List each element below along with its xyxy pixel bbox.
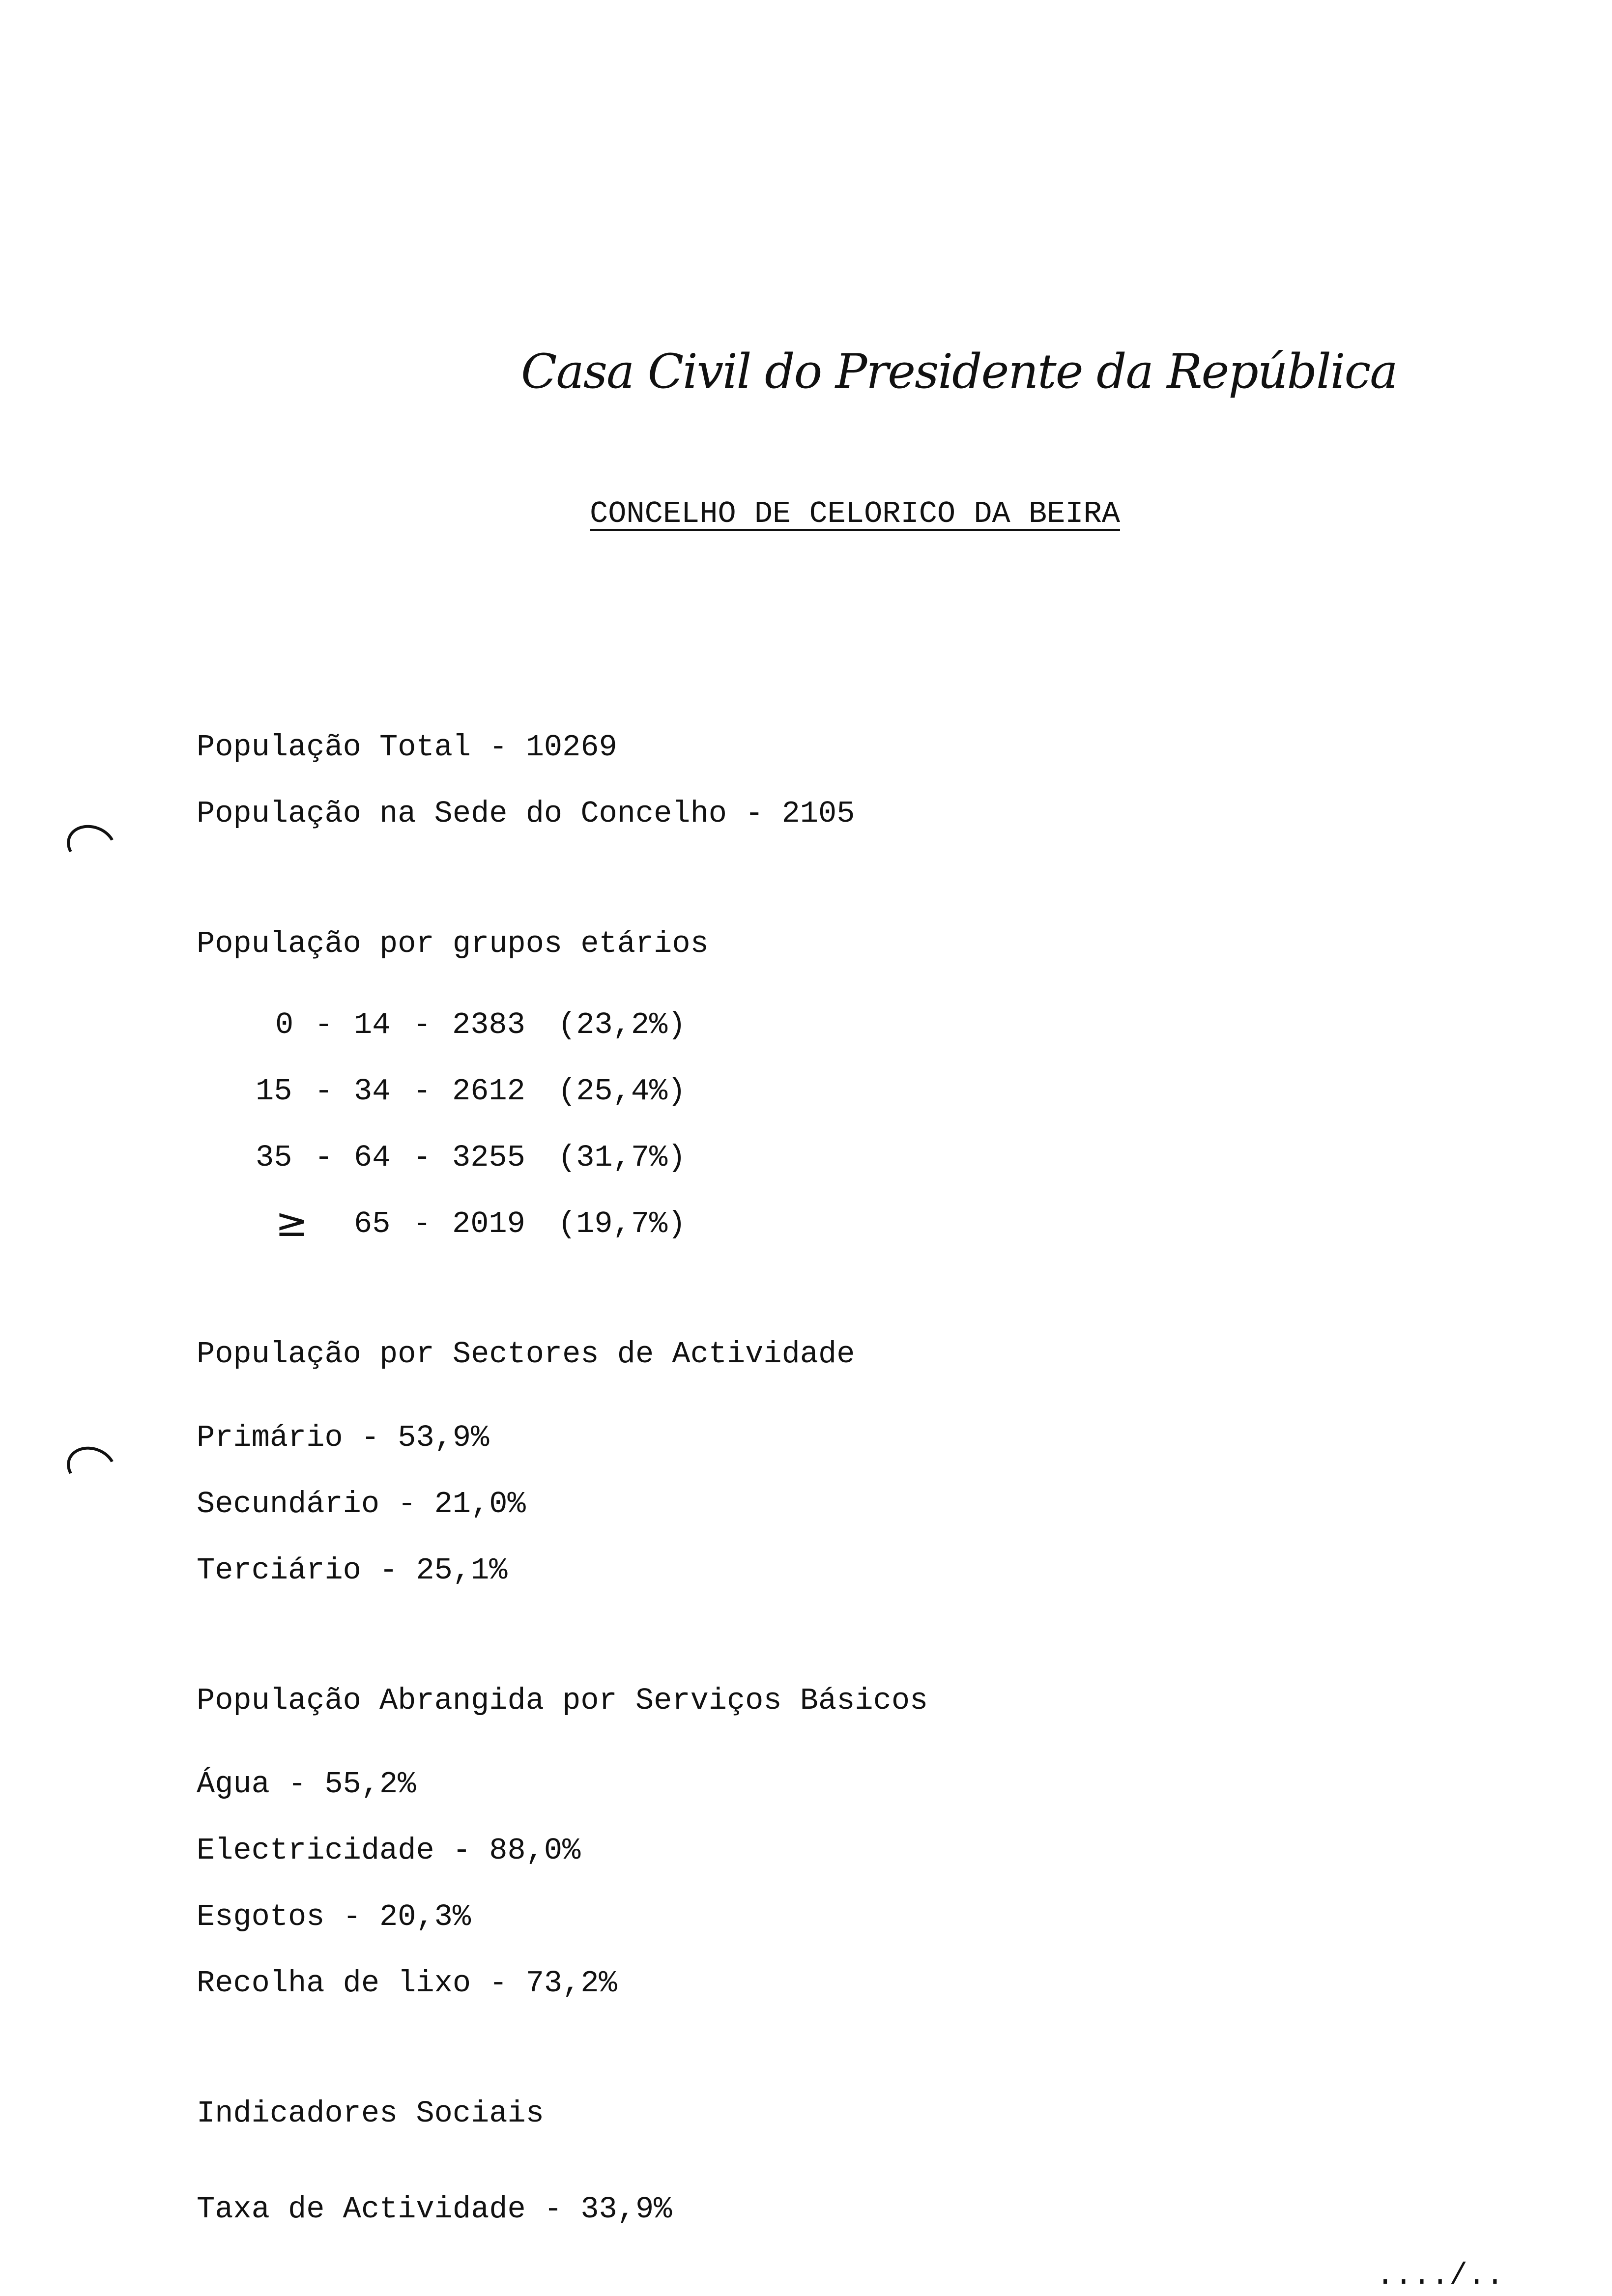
age-count: 3255 (452, 1140, 525, 1175)
age-to: 64 (354, 1140, 391, 1175)
age-from: 35 (256, 1140, 292, 1175)
page-title: CONCELHO DE CELORICO DA BEIRA (590, 496, 1120, 531)
punch-hole-mark (61, 1440, 122, 1495)
services-heading: População Abrangida por Serviços Básicos (197, 1683, 928, 1718)
age-to: 14 (354, 1007, 391, 1042)
age-pct: (31,7%) (558, 1140, 686, 1175)
population-total: População Total - 10269 (197, 730, 617, 765)
age-count: 2612 (452, 1074, 525, 1109)
age-to: 65 (354, 1206, 391, 1241)
age-dash: - (413, 1007, 432, 1042)
age-from: 15 (256, 1074, 292, 1109)
social-item: Taxa de Actividade - 33,9% (197, 2192, 672, 2227)
age-pct: (25,4%) (558, 1074, 686, 1109)
sector-item: Primário - 53,9% (197, 1420, 489, 1455)
continuation-marker: ..../.. (1376, 2258, 1504, 2293)
age-dash: - (413, 1206, 432, 1241)
age-pct: (23,2%) (558, 1007, 686, 1042)
age-pct: (19,7%) (558, 1206, 686, 1241)
age-dash: - (413, 1140, 432, 1175)
age-dash: - (315, 1007, 333, 1042)
age-count: 2019 (452, 1206, 525, 1241)
sector-item: Secundário - 21,0% (197, 1487, 526, 1521)
service-item: Recolha de lixo - 73,2% (197, 1966, 617, 2001)
age-dash: - (315, 1074, 333, 1109)
age-dash: - (413, 1074, 432, 1109)
service-item: Electricidade - 88,0% (197, 1833, 581, 1868)
age-count: 2383 (452, 1007, 525, 1042)
age-groups-heading: População por grupos etários (197, 926, 709, 961)
population-seat: População na Sede do Concelho - 2105 (197, 796, 855, 831)
social-heading: Indicadores Sociais (197, 2096, 544, 2131)
greater-equal-handwritten: ≥ (275, 1200, 309, 1245)
letterhead-script: Casa Civil do Presidente da República (521, 344, 1397, 399)
sector-item: Terciário - 25,1% (197, 1553, 508, 1588)
sectors-heading: População por Sectores de Actividade (197, 1337, 855, 1372)
service-item: Água - 55,2% (197, 1767, 416, 1802)
punch-hole-mark (61, 818, 122, 873)
age-from: 0 (275, 1007, 294, 1042)
service-item: Esgotos - 20,3% (197, 1899, 471, 1934)
age-to: 34 (354, 1074, 391, 1109)
age-dash: - (315, 1140, 333, 1175)
